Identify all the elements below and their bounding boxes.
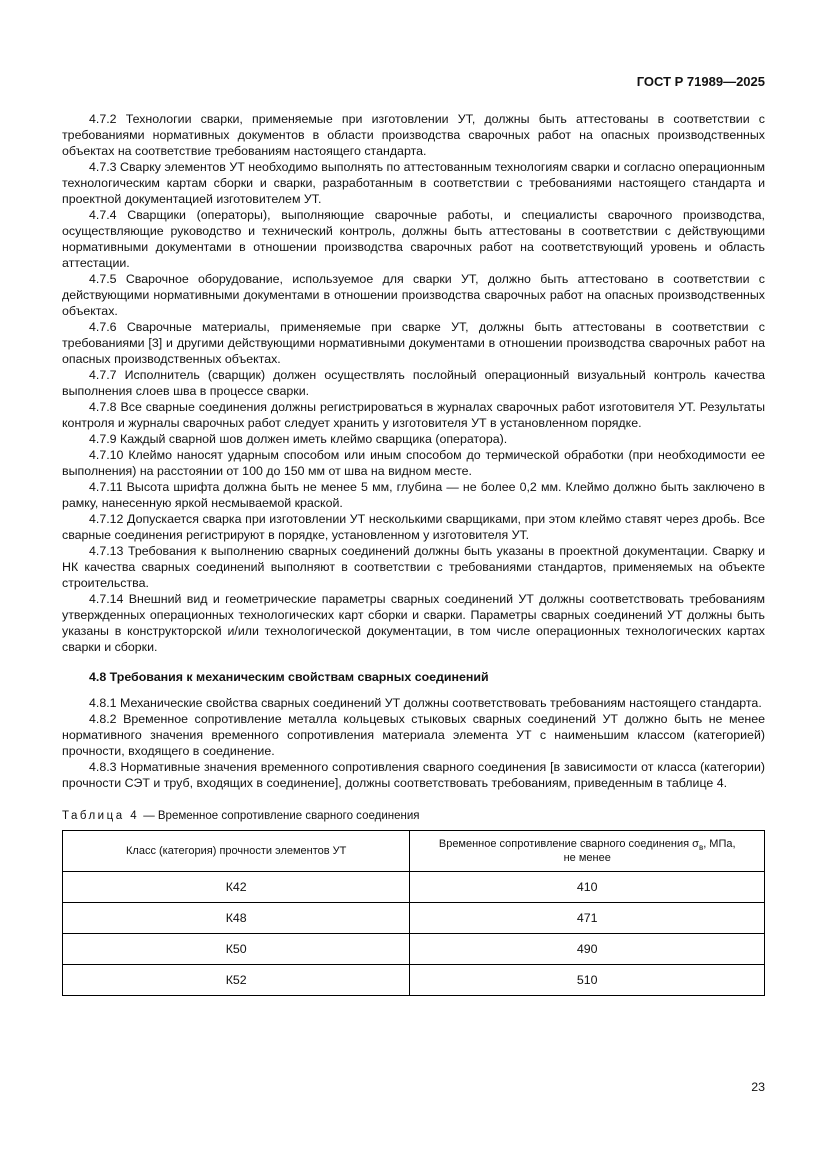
table-4-row-k48 [63,903,765,934]
clause-4-7-13: 4.7.13 Требования к выполнению сварных соединений должны быть указаны в проектной документации. Сварку и НК качества сварных соединений выполняют в соответствии с требованиями стандартов, применяемых на объекте строительства. [62,544,765,590]
class-cell: К52 [63,965,410,996]
clause-4-7-14: 4.7.14 Внешний вид и геометрические параметры сварных соединений УТ должны соответствовать требованиям утвержденных операционных технологических карт сборки и сварки. Параметры сварных соединений УТ должны быть указаны в конструкторской и/или технологической документации, в том числе операционных технологических картах сварки и сборки. [62,592,765,654]
page-number: 23 [751,1080,765,1094]
table-4-row-k52 [63,965,765,996]
table-4-row-k50 [63,934,765,965]
sigma-v-subscript: в [698,843,704,853]
clause-4-7-12: 4.7.12 Допускается сварка при изготовлении УТ несколькими сварщиками, при этом клеймо ставят через дробь. Все сварные соединения регистрируют в порядке, установленном у изготовителя УТ. [62,512,765,542]
class-cell: К50 [63,934,410,965]
clause-4-7-2: 4.7.2 Технологии сварки, применяемые при изготовлении УТ, должны быть аттестованы в соответствии с требованиями нормативных документов в области производства сварочных работ на опасных производственных объектах на соответствие требованиям настоящего стандарта. [62,112,765,158]
strength-header-line2: не менее [563,852,611,864]
clause-4-7-9: 4.7.9 Каждый сварной шов должен иметь клеймо сварщика (оператора). [89,432,508,446]
clause-4-7-7: 4.7.7 Исполнитель (сварщик) должен осуществлять послойный операционный визуальный контроль качества выполнения слоев шва в процессе сварки. [62,368,765,398]
class-cell: К42 [63,872,410,903]
table-4-caption-label: Таблица 4 [62,810,140,822]
table-4-caption-title: — Временное сопротивление сварного соединения [143,810,420,822]
table-4-row-k42 [63,872,765,903]
value-cell: 510 [410,965,765,996]
table-4-header-row [63,831,765,872]
table-4-caption [62,809,765,824]
table-4 [62,830,765,996]
clause-4-7-8: 4.7.8 Все сварные соединения должны регистрироваться в журналах сварочных работ изготовителя УТ. Результаты контроля и журналы сварочных работ следует хранить у изготовителя УТ в установленном порядке. [62,400,765,430]
table-4-col-header-class: Класс (категория) прочности элементов УТ [63,831,410,872]
clause-4-7-4: 4.7.4 Сварщики (операторы), выполняющие сварочные работы, и специалисты сварочного производства, осуществляющие руководство и технический контроль, должны быть аттестованы в соответствии с действующими нормативными документами в отношении производства сварочных работ на соответствующий уровень и область аттестации. [62,208,765,270]
strength-header-text: Временное сопротивление сварного соединения σ [438,838,699,850]
value-cell: 410 [410,872,765,903]
clause-4-8-3: 4.8.3 Нормативные значения временного сопротивления сварного соединения [в зависимости от класса (категории) прочности СЭТ и труб, входящих в соединение], должны соответствовать требованиям, приведенным в таблице 4. [62,760,765,790]
document-code-header: ГОСТ Р 71989—2025 [636,74,765,89]
section-4-8-heading: 4.8 Требования к механическим свойствам сварных соединений [89,670,489,684]
clause-4-7-11: 4.7.11 Высота шрифта должна быть не менее 5 мм, глубина — не более 0,2 мм. Клеймо должно быть заключено в рамку, нанесенную яркой несмываемой краской. [62,480,765,510]
class-cell: К48 [63,903,410,934]
clause-4-7-10: 4.7.10 Клеймо наносят ударным способом или иным способом до термической обработки (при необходимости ее выполнения) на расстоянии от 100 до 150 мм от шва на видном месте. [62,448,765,478]
strength-header-units: , МПа, [703,838,736,850]
clause-4-7-3: 4.7.3 Сварку элементов УТ необходимо выполнять по аттестованным технологиям сварки и согласно операционным технологическим картам сборки и сварки, разработанным в соответствии с требованиями настоящего стандарта и проектной документацией изготовителем УТ. [62,160,765,206]
value-cell: 490 [410,934,765,965]
page-content [62,74,765,996]
clause-4-8-1: 4.8.1 Механические свойства сварных соединений УТ должны соответствовать требованиям настоящего стандарта. [89,696,762,710]
table-4-col-header-strength [410,831,765,872]
clause-4-7-5: 4.7.5 Сварочное оборудование, используемое для сварки УТ, должно быть аттестовано в соответствии с действующими нормативными документами в отношении производства сварочных работ на опасных производственных объектах. [62,272,765,318]
value-cell: 471 [410,903,765,934]
clause-4-8-2: 4.8.2 Временное сопротивление металла кольцевых стыковых сварных соединений УТ должно быть не менее нормативного значения временного сопротивления материала элемента УТ с наименьшим классом (категорией) прочности, входящего в соединение. [62,712,765,758]
clause-4-7-6: 4.7.6 Сварочные материалы, применяемые при сварке УТ, должны быть аттестованы в соответствии с требованиями [3] и другими действующими нормативными документами в отношении производства сварочных работ на опасных производственных объектах. [62,320,765,366]
